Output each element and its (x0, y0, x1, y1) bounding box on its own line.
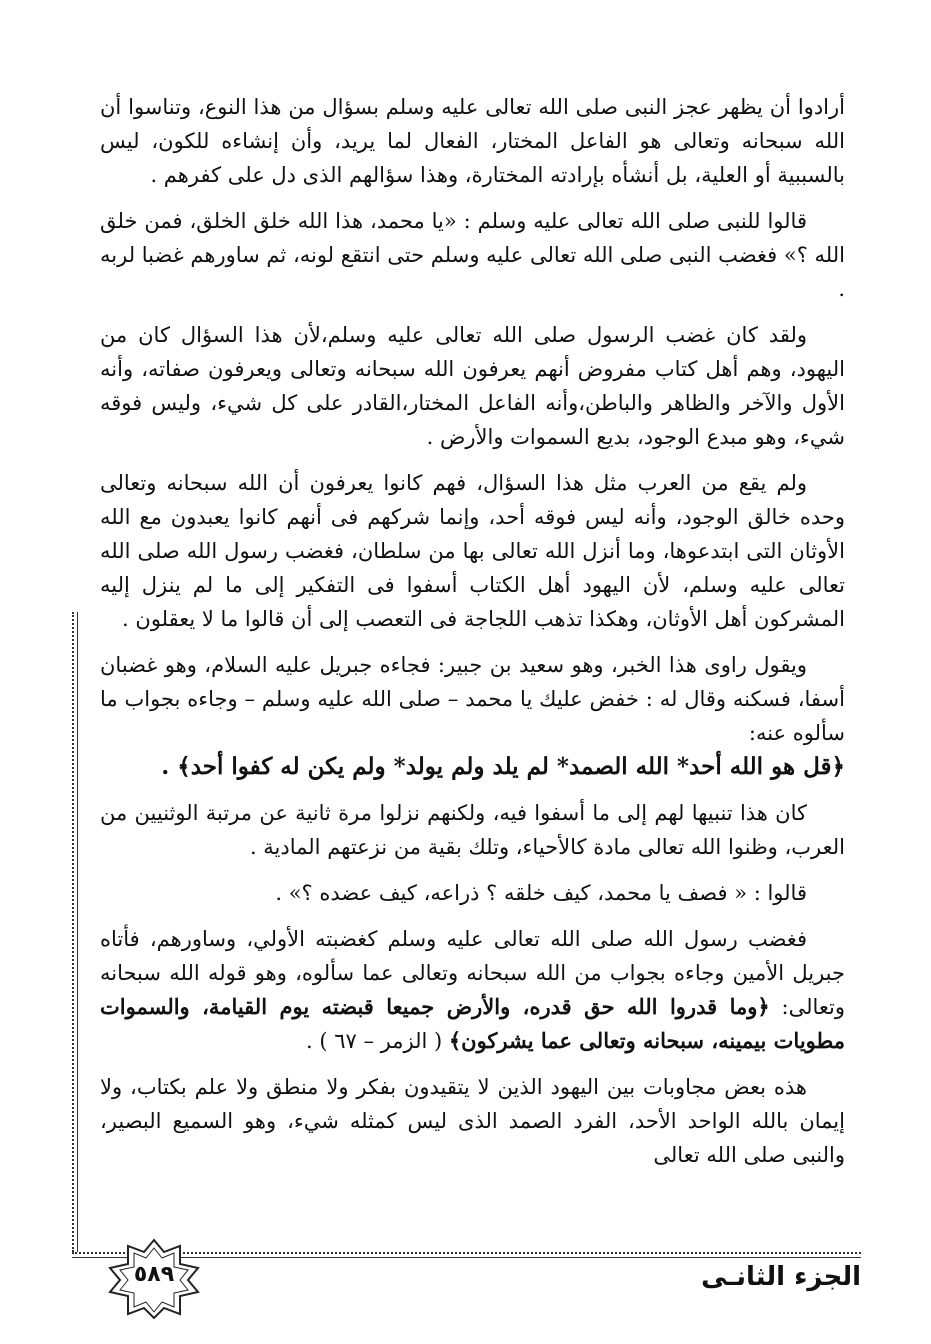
quran-verse-zumar: ﴿وما قدروا الله حق قدره، والأرض جميعا قبضته يوم القيامة، والسموات مطويات بيمينه، سبحانه وتعالى عما يشركون﴾ (100, 994, 845, 1053)
paragraph-3: ولقد كان غضب الرسول صلى الله تعالى عليه وسلم،لأن هذا السؤال كان من اليهود، وهم أهل كتاب مفروض أنهم يعرفون الله سبحانه وتعالى ويعرفون صفاته، وأنه الأول والآخر والظاهر والباطن،وأنه الفاعل المختار،القادر على كل شيء، وليس فوقه شيء، وهو مبدع الوجود، بديع السموات والأرض . (100, 323, 845, 449)
left-border-dotted (72, 612, 74, 1252)
paragraph-9: هذه بعض مجاوبات بين اليهود الذين لا يتقيدون بفكر ولا منطق ولا علم بكتاب، ولا إيمان بالله الواحد الأحد، الفرد الصمد الذى ليس كمثله شيء، وهو السميع البصير، والنبى صلى الله تعالى (100, 1075, 845, 1167)
paragraph-8-text-b: ( الزمر – ٦٧ ) . (306, 1029, 449, 1053)
paragraph-2: قالوا للنبى صلى الله تعالى عليه وسلم : «يا محمد، هذا الله خلق الخلق، فمن خلق الله ؟» فغضب النبى صلى الله تعالى عليه وسلم حتى انتقع لونه، ثم ساورهم غضبا لربه . (100, 209, 845, 301)
part-label: الجزء الثانـى (701, 1262, 861, 1292)
page-number: ٥٨٩ (133, 1262, 175, 1287)
paragraph-8 (100, 922, 845, 1058)
left-border-solid (77, 612, 78, 1252)
main-text (100, 90, 845, 1184)
paragraph-7: قالوا : « فصف يا محمد، كيف خلقه ؟ ذراعه، كيف عضده ؟» . (275, 881, 807, 905)
paragraph-5 (100, 648, 845, 750)
paragraph-5-text: ويقول راوى هذا الخبر، وهو سعيد بن جبير: فجاءه جبريل عليه السلام، وهو غضبان أسفا، فسكنه وقال له : خفض عليك يا محمد – صلى الله عليه وسلم – وجاءه بجواب ما سألوه عنه: (100, 653, 845, 745)
paragraph-1: أرادوا أن يظهر عجز النبى صلى الله تعالى عليه وسلم بسؤال من هذا النوع، وتناسوا أن الله سبحانه وتعالى هو الفاعل المختار، الفعال لما يريد، وأن إنشاءه للكون، ليس بالسببية أو العلية، بل أنشأه بإرادته المختارة، وهذا سؤالهم الذى دل على كفرهم . (100, 95, 845, 187)
quran-verse-ikhlas: ﴿قل هو الله أحد* الله الصمد* لم يلد ولم يولد* ولم يكن له كفوا أحد﴾ . (161, 753, 845, 780)
paragraph-4: ولم يقع من العرب مثل هذا السؤال، فهم كانوا يعرفون أن الله سبحانه وتعالى وحده خالق الوجود، وأنه ليس فوقه أحد، وإنما شركهم فى أنهم كانوا يعبدون مع الله الأوثان التى ابتدعوها، وما أنزل الله تعالى بها من سلطان، فغضب رسول الله صلى الله تعالى عليه وسلم، لأن اليهود أهل الكتاب أسفوا فى التفكير إلى ما لم ينزل إليه المشركون أهل الأوثان، وهكذا تذهب اللجاجة فى التعصب إلى أن قالوا ما لا يعقلون . (100, 471, 845, 631)
paragraph-6: كان هذا تنبيها لهم إلى ما أسفوا فيه، ولكنهم نزلوا مرة ثانية عن مرتبة الوثنيين من العرب، وظنوا الله تعالى مادة كالأحياء، وتلك بقية من نزعتهم المادية . (100, 801, 845, 859)
paragraph-8-text-a: فغضب رسول الله صلى الله تعالى عليه وسلم كغضبته الأولي، وساورهم، فأتاه جبريل الأمين وجاءه بجواب من الله سبحانه وتعالى عما سألوه، وهو قوله الله سبحانه وتعالى: (100, 927, 845, 1019)
